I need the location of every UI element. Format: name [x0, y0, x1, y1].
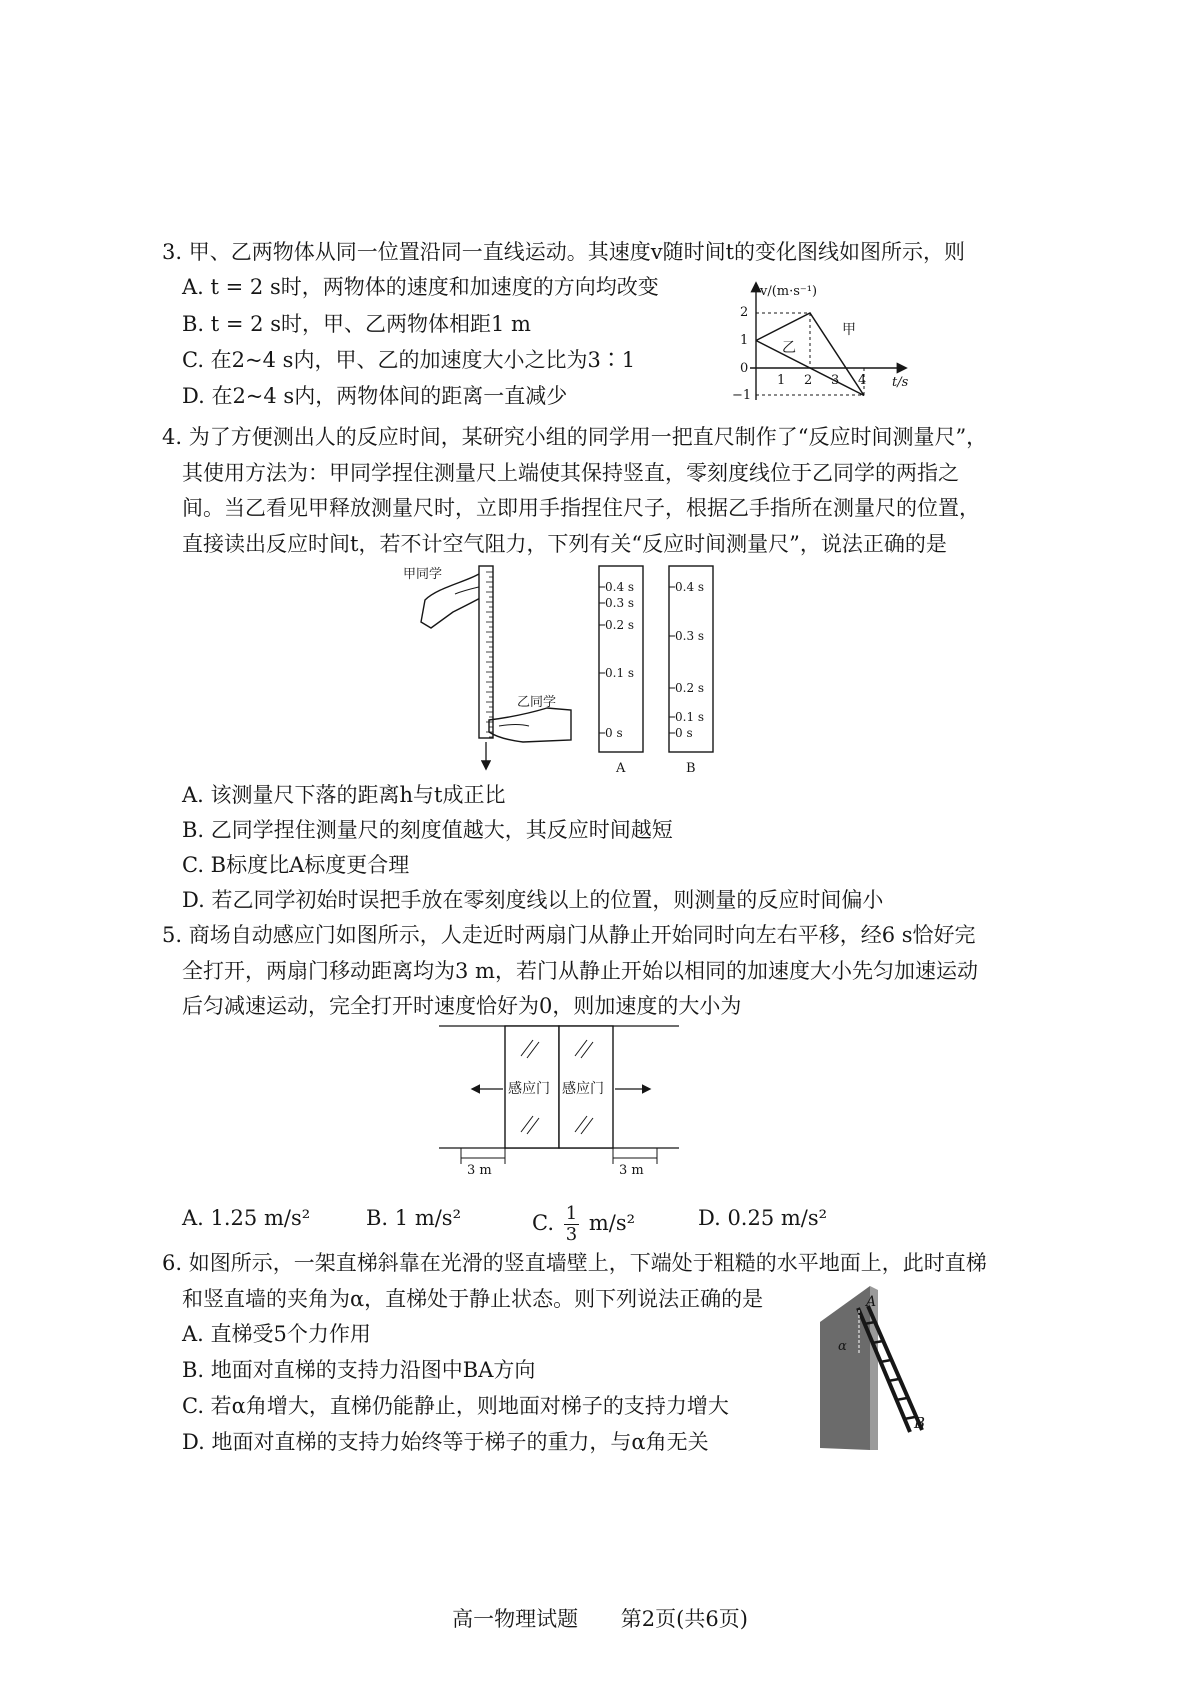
q6-angle-label: α — [838, 1339, 847, 1354]
q3-graph-y-tick: −1 — [732, 388, 752, 403]
q4-scale-b-tick: 0 s — [675, 726, 693, 740]
q5-door-right-label: 感应门 — [562, 1081, 604, 1097]
q4-person-b-label: 乙同学 — [517, 695, 557, 710]
q3-option-b: B. t = 2 s时，甲、乙两物体相距1 m — [182, 312, 531, 336]
q3-graph-y-tick: 1 — [740, 333, 749, 348]
q3-graph-y-tick: 0 — [740, 361, 749, 376]
q3-velocity-time-graph — [720, 278, 930, 410]
q4-scale-b-tick: 0.2 s — [675, 681, 705, 695]
q3-option-d: D. 在2~4 s内，两物体间的距离一直减少 — [182, 384, 568, 408]
q5-option-b: B. 1 m/s² — [366, 1206, 462, 1230]
q4-option-b: B. 乙同学捏住测量尺的刻度值越大，其反应时间越短 — [182, 818, 673, 842]
q6-stem-line-1: 6. 如图所示，一架直梯斜靠在光滑的竖直墙壁上，下端处于粗糙的水平地面上，此时直梯 — [162, 1251, 987, 1275]
q4-scale-a-tick: 0.3 s — [605, 596, 635, 610]
q6-wall — [820, 1286, 870, 1450]
q5-stem-line-2: 全打开，两扇门移动距离均为3 m，若门从静止开始以相同的加速度大小先匀加速运动 — [182, 959, 978, 983]
q4-scale-a-tick: 0.4 s — [605, 580, 635, 594]
q3-graph-label-jia: 甲 — [842, 322, 856, 338]
q3-option-a: A. t = 2 s时，两物体的速度和加速度的方向均改变 — [182, 275, 659, 299]
q3-graph-x-tick: 4 — [858, 373, 867, 388]
q3-graph-x-tick: 2 — [804, 373, 813, 388]
q5-option-c-numerator: 1 — [565, 1203, 578, 1224]
q5-option-c-prefix: C. — [532, 1211, 554, 1235]
q5-option-c-denominator: 3 — [565, 1224, 578, 1245]
q6-option-c: C. 若α角增大，直梯仍能静止，则地面对梯子的支持力增大 — [182, 1394, 729, 1418]
q4-scale-b-tick: 0.1 s — [675, 710, 705, 724]
q6-option-a: A. 直梯受5个力作用 — [182, 1322, 371, 1346]
q4-option-a: A. 该测量尺下落的距离h与t成正比 — [182, 783, 506, 807]
q4-option-c: C. B标度比A标度更合理 — [182, 853, 410, 877]
q4-hand-b-finger — [499, 725, 529, 727]
page-footer — [0, 1605, 1200, 1633]
q6-ladder-figure — [812, 1282, 942, 1457]
q4-stem-line-4: 直接读出反应时间t，若不计空气阻力，下列有关“反应时间测量尺”，说法正确的是 — [182, 532, 947, 556]
q4-scale-b-tick: 0.3 s — [675, 629, 705, 643]
q4-stem-line-2: 其使用方法为：甲同学捏住测量尺上端使其保持竖直，零刻度线位于乙同学的两指之 — [182, 461, 959, 485]
q6-option-d: D. 地面对直梯的支持力始终等于梯子的重力，与α角无关 — [182, 1430, 709, 1454]
q4-scale-a-tick: 0.2 s — [605, 618, 635, 632]
q5-option-a: A. 1.25 m/s² — [182, 1206, 311, 1230]
page-number: 第2页(共6页) — [620, 1607, 748, 1631]
q4-scale-b-label: B — [686, 761, 696, 776]
q3-graph-x-tick: 1 — [777, 373, 786, 388]
q3-graph-label-yi: 乙 — [782, 340, 796, 356]
q5-option-d: D. 0.25 m/s² — [698, 1206, 828, 1230]
q3-stem: 3. 甲、乙两物体从同一位置沿同一直线运动。其速度v随时间t的变化图线如图所示，则 — [162, 240, 966, 264]
q5-dist-left-label: 3 m — [467, 1163, 492, 1178]
q5-stem-line-1: 5. 商场自动感应门如图所示，人走近时两扇门从静止开始同时向左右平移，经6 s恰好完 — [162, 923, 976, 947]
q6-stem-line-2: 和竖直墙的夹角为α，直梯处于静止状态。则下列说法正确的是 — [182, 1287, 764, 1311]
q5-door-left-label: 感应门 — [508, 1081, 550, 1097]
q3-graph-y-tick: 2 — [740, 305, 749, 320]
q5-dist-right-label: 3 m — [619, 1163, 644, 1178]
q6-point-b-label: B — [914, 1414, 926, 1432]
exam-title: 高一物理试题 — [452, 1607, 579, 1631]
q5-option-c — [532, 1204, 635, 1245]
q5-option-c-unit: m/s² — [588, 1211, 636, 1235]
q3-option-c: C. 在2~4 s内，甲、乙的加速度大小之比为3∶1 — [182, 348, 636, 372]
q3-graph-x-tick: 3 — [831, 373, 840, 388]
q4-scale-a-tick: 0 s — [605, 726, 623, 740]
q4-scale-a-tick: 0.1 s — [605, 666, 635, 680]
q5-stem-line-3: 后匀减速运动，完全打开时速度恰好为0，则加速度的大小为 — [182, 994, 742, 1018]
q4-stem-line-1: 4. 为了方便测出人的反应时间，某研究小组的同学用一把直尺制作了“反应时间测量尺”， — [162, 425, 988, 449]
q4-stem-line-3: 间。当乙看见甲释放测量尺时，立即用手指捏住尺子，根据乙手指所在测量尺的位置， — [182, 496, 980, 520]
q4-person-a-label: 甲同学 — [403, 567, 443, 582]
q4-hand-b-icon — [489, 708, 571, 742]
q5-sliding-door-figure — [435, 1020, 685, 1180]
q6-option-b: B. 地面对直梯的支持力沿图中BA方向 — [182, 1358, 536, 1382]
q3-graph-x-label: t/s — [892, 375, 909, 390]
q4-scale-b-tick: 0.4 s — [675, 580, 705, 594]
q4-reaction-ruler-figure — [395, 558, 730, 783]
q5-option-c-fraction — [564, 1204, 579, 1245]
q4-scale-a-label: A — [616, 761, 626, 776]
q6-point-a-label: A — [866, 1294, 877, 1310]
q4-option-d: D. 若乙同学初始时误把手放在零刻度线以上的位置，则测量的反应时间偏小 — [182, 888, 884, 912]
q3-graph-y-label: v/(m·s⁻¹) — [760, 284, 818, 299]
